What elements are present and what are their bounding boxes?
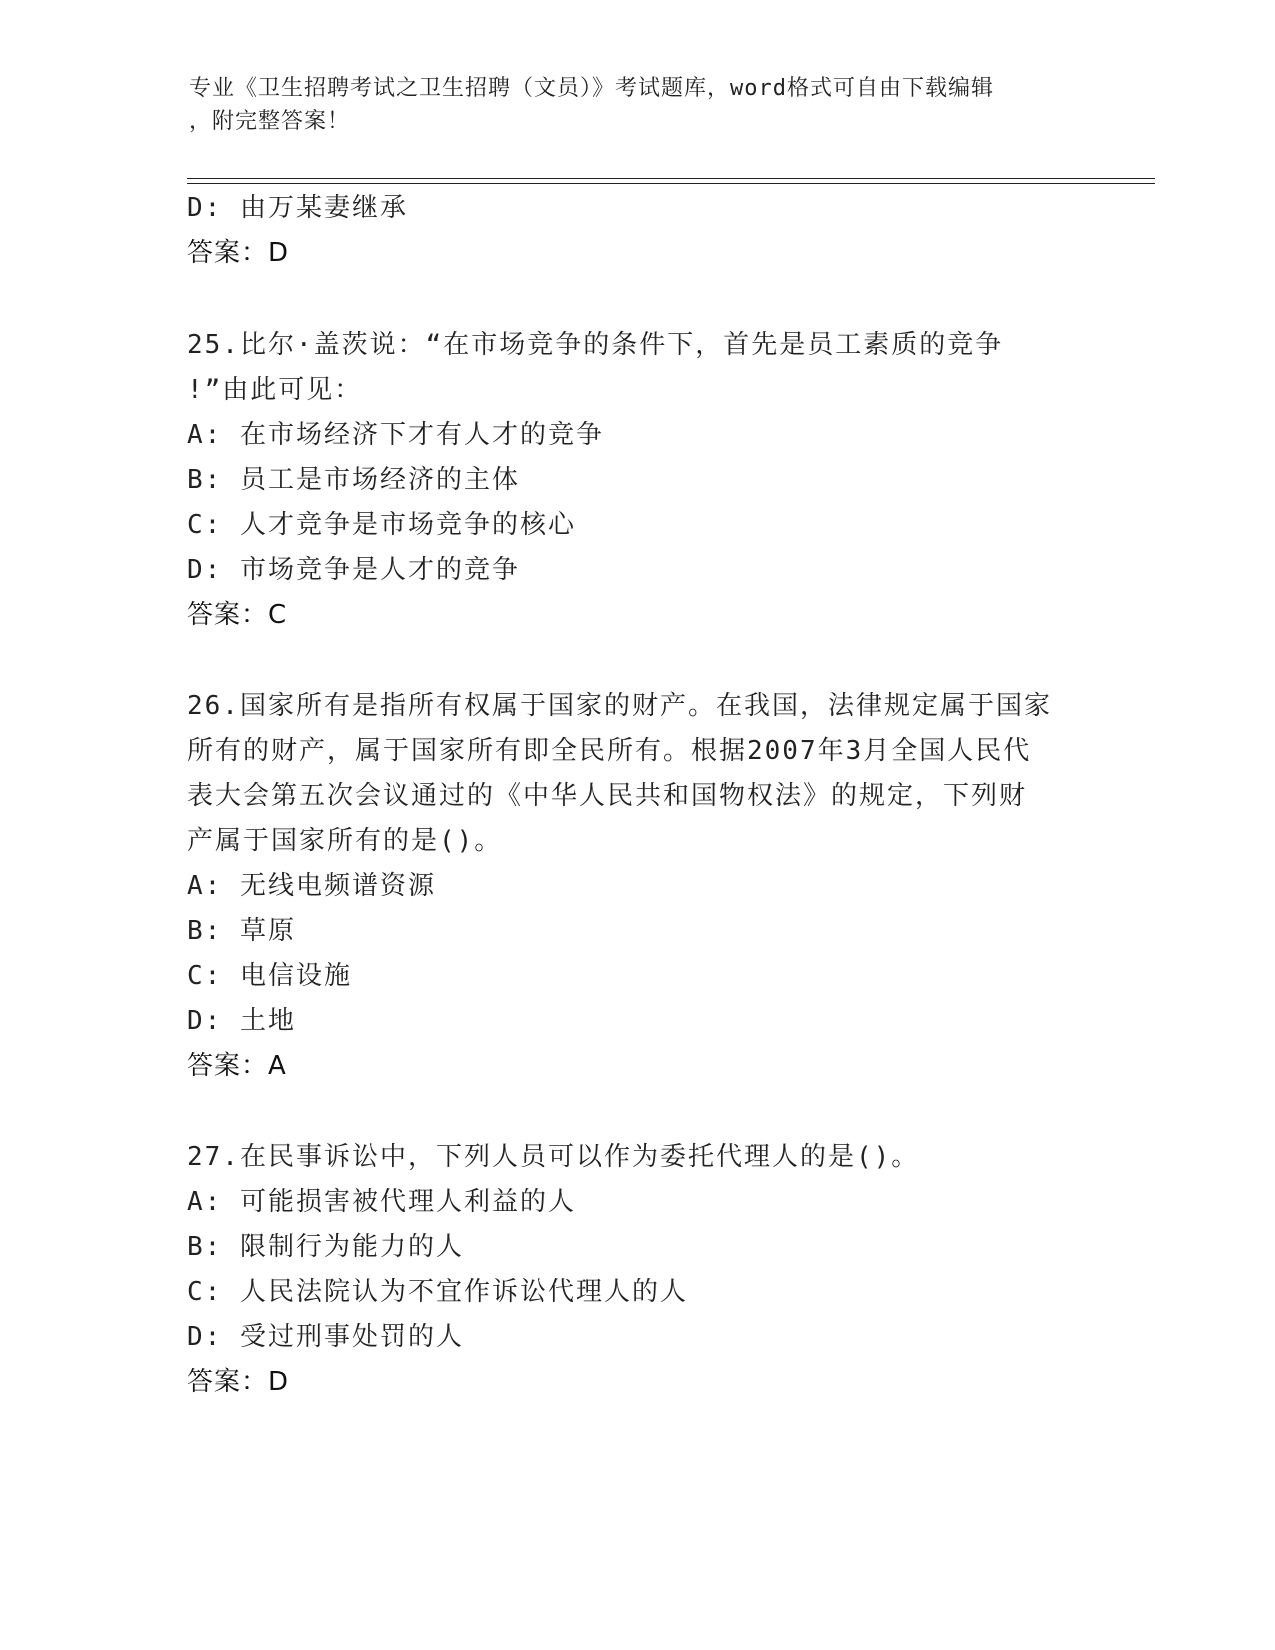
header-line-2: ，附完整答案！ (189, 109, 351, 134)
q26-stem-line-1: 26.国家所有是指所有权属于国家的财产。在我国，法律规定属于国家 (187, 691, 1052, 721)
header-line-1: 专业《卫生招聘考试之卫生招聘（文员）》考试题库，word格式可自由下载编辑 (189, 76, 994, 101)
q25-option-d: D: 市场竞争是人才的竞争 (187, 555, 520, 585)
q27-option-a: A: 可能损害被代理人利益的人 (187, 1187, 576, 1217)
q27-answer: 答案：D (187, 1367, 290, 1397)
q25-answer: 答案：C (187, 600, 288, 630)
q25-stem-line-1: 25.比尔·盖茨说：“在市场竞争的条件下，首先是员工素质的竞争 (187, 330, 1004, 360)
q25-option-c: C: 人才竞争是市场竞争的核心 (187, 510, 576, 540)
q25-option-a: A: 在市场经济下才有人才的竞争 (187, 420, 604, 450)
q26-option-c: C: 电信设施 (187, 961, 352, 991)
header-divider-top (187, 178, 1155, 179)
document-header (189, 72, 1069, 138)
q27-option-c: C: 人民法院认为不宜作诉讼代理人的人 (187, 1277, 688, 1307)
q26-stem-line-3: 表大会第五次会议通过的《中华人民共和国物权法》的规定，下列财 (187, 781, 1028, 811)
header-divider-bottom (187, 183, 1155, 184)
q25-option-b: B: 员工是市场经济的主体 (187, 465, 520, 495)
q26-answer: 答案：A (187, 1051, 287, 1081)
q26-option-b: B: 草原 (187, 916, 296, 946)
q26-option-a: A: 无线电频谱资源 (187, 871, 436, 901)
q24-answer: 答案：D (187, 238, 290, 268)
q24-option-d: D: 由万某妻继承 (187, 193, 408, 223)
q25-stem-line-2: !”由此可见： (187, 375, 363, 405)
q27-option-d: D: 受过刑事处罚的人 (187, 1322, 464, 1352)
q26-stem-line-4: 产属于国家所有的是()。 (187, 826, 503, 856)
q26-option-d: D: 土地 (187, 1006, 296, 1036)
q27-option-b: B: 限制行为能力的人 (187, 1232, 464, 1262)
q26-stem-line-2: 所有的财产，属于国家所有即全民所有。根据2007年3月全国人民代 (187, 736, 1032, 766)
q27-stem-line-1: 27.在民事诉讼中，下列人员可以作为委托代理人的是()。 (187, 1142, 920, 1172)
